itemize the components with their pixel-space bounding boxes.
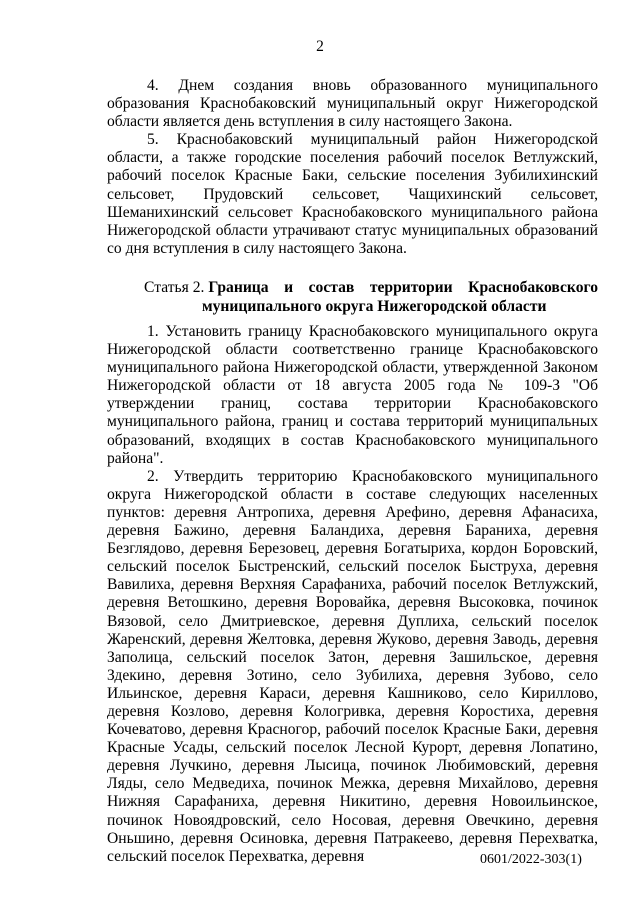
- paragraph-4: 4. Днем создания вновь образованного муниципального образования Краснобаковский муниципальный округ Нижегородской области является день вступления в силу настоящего Закона.: [107, 77, 598, 131]
- paragraphs-top: [107, 77, 598, 258]
- document-code: 0601/2022-303(1): [480, 852, 582, 867]
- paragraph-5: 5. Краснобаковский муниципальный район Нижегородской области, а также городские поселения рабочий поселок Ветлужский, рабочий поселок Красные Баки, сельские поселения Зубилихинский сельсовет, Прудовский сельсовет, Чащихинский сельсовет, Шеманихинский сельсовет Краснобаковского муниципального района Нижегородской области утрачивают статус муниципальных образований со дня вступления в силу настоящего Закона.: [107, 131, 598, 257]
- article-heading: [144, 279, 598, 316]
- paragraph-article2-1: 1. Установить границу Краснобаковского муниципального округа Нижегородской области соответственно границе Краснобаковского муниципального района Нижегородской области, утвержденной Законом Нижегородской области от 18 августа 2005 года № 109-З "Об утверждении границ, состава территории Краснобаковского муниципального района, границ и состава территорий муниципальных образований, входящих в состав Краснобаковского муниципального района".: [107, 323, 598, 467]
- article-title-line1: Граница и состав территории Краснобаковского: [208, 279, 598, 296]
- page-number: 2: [316, 38, 324, 55]
- paragraph-article2-2: 2. Утвердить территорию Краснобаковского муниципального округа Нижегородской области в составе следующих населенных пунктов: деревня Антропиха, деревня Арефино, деревня Афанасиха, деревня Бажино, деревня Баландиха, деревня Бараниха, деревня Безглядово, деревня Березовец, деревня Богатыриха, кордон Боровский, сельский поселок Быстренский, сельский поселок Быструха, деревня Вавилиха, деревня Верхняя Сарафаниха, рабочий поселок Ветлужский, деревня Ветошкино, деревня Воровайка, деревня Высоковка, починок Вязовой, село Дмитриевское, деревня Дуплиха, сельский поселок Жаренский, деревня Желтовка, деревня Жуково, деревня Заводь, деревня Заполица, сельский поселок Затон, деревня Зашильское, деревня Здекино, деревня Зотино, село Зубилиха, деревня Зубово, село Ильинское, деревня Караси, деревня Кашниково, село Кириллово, деревня Козлово, деревня Кологривка, деревня Коростиха, деревня Кочеватово, деревня Красногор, рабочий поселок Красные Баки, деревня Красные Усады, сельский поселок Лесной Курорт, деревня Лопатино, деревня Лучкино, деревня Лысица, починок Любимовский, деревня Ляды, село Медведиха, починок Межка, деревня Михайлово, деревня Нижняя Сарафаниха, деревня Никитино, деревня Новоильинское, починок Новоядровский, село Носовая, деревня Овечкино, деревня Оньшино, деревня Осиновка, деревня Патракеево, деревня Перехватка, сельский поселок Перехватка, деревня: [107, 467, 598, 865]
- paragraphs-bottom: [107, 323, 598, 866]
- article-number: Статья 2.: [144, 279, 205, 296]
- article-title-line2: муниципального округа Нижегородской области: [202, 297, 547, 315]
